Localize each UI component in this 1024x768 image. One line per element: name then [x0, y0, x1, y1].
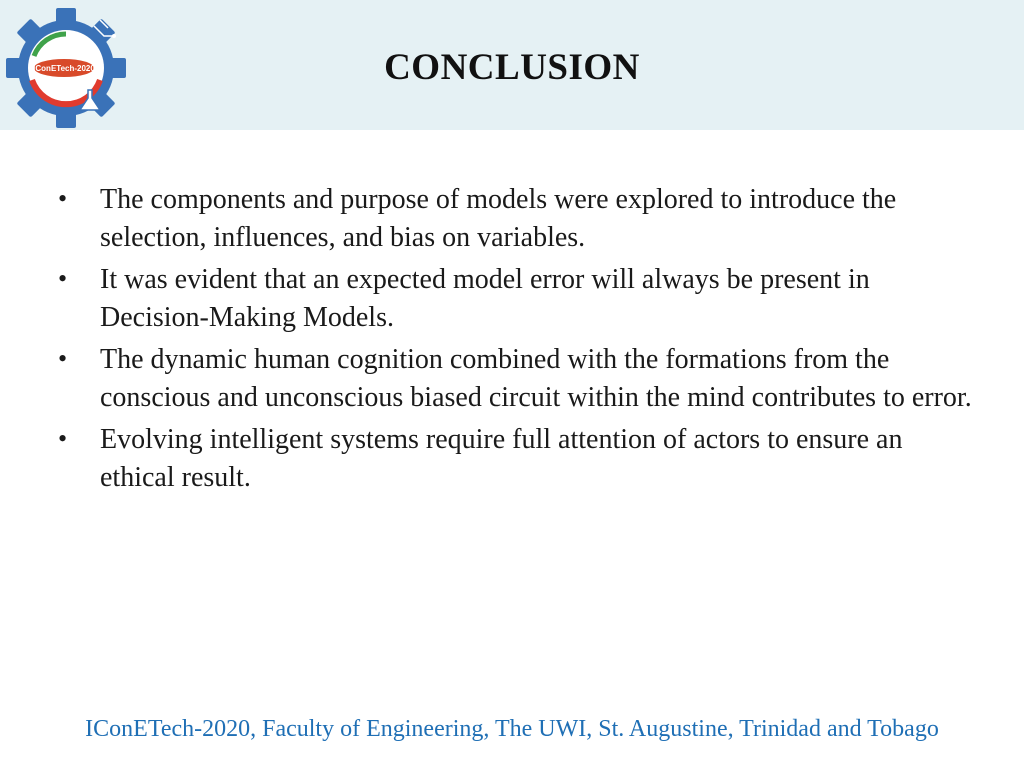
bullet-text: It was evident that an expected model error will always be present in Decision-Making Models.	[100, 264, 870, 333]
logo-text: IConETech-2020	[33, 64, 95, 73]
bullet-icon: •	[58, 264, 68, 293]
bullet-text: Evolving intelligent systems require full attention of actors to ensure an ethical result.	[100, 424, 903, 493]
slide-title: CONCLUSION	[384, 47, 640, 88]
bullet-list	[56, 181, 976, 501]
footer-text: IConETech-2020, Faculty of Engineering, The UWI, St. Augustine, Trinidad and Tobago	[85, 716, 939, 742]
list-item	[56, 181, 976, 257]
bullet-text: The dynamic human cognition combined with the formations from the conscious and unconscious biased circuit within the mind contributes to error.	[100, 344, 972, 413]
list-item	[56, 261, 976, 337]
bullet-icon: •	[58, 424, 68, 453]
bullet-icon: •	[58, 184, 68, 213]
bullet-text: The components and purpose of models were explored to introduce the selection, influences, and bias on variables.	[100, 184, 897, 253]
list-item	[56, 421, 976, 497]
bullet-icon: •	[58, 344, 68, 373]
list-item	[56, 341, 976, 417]
